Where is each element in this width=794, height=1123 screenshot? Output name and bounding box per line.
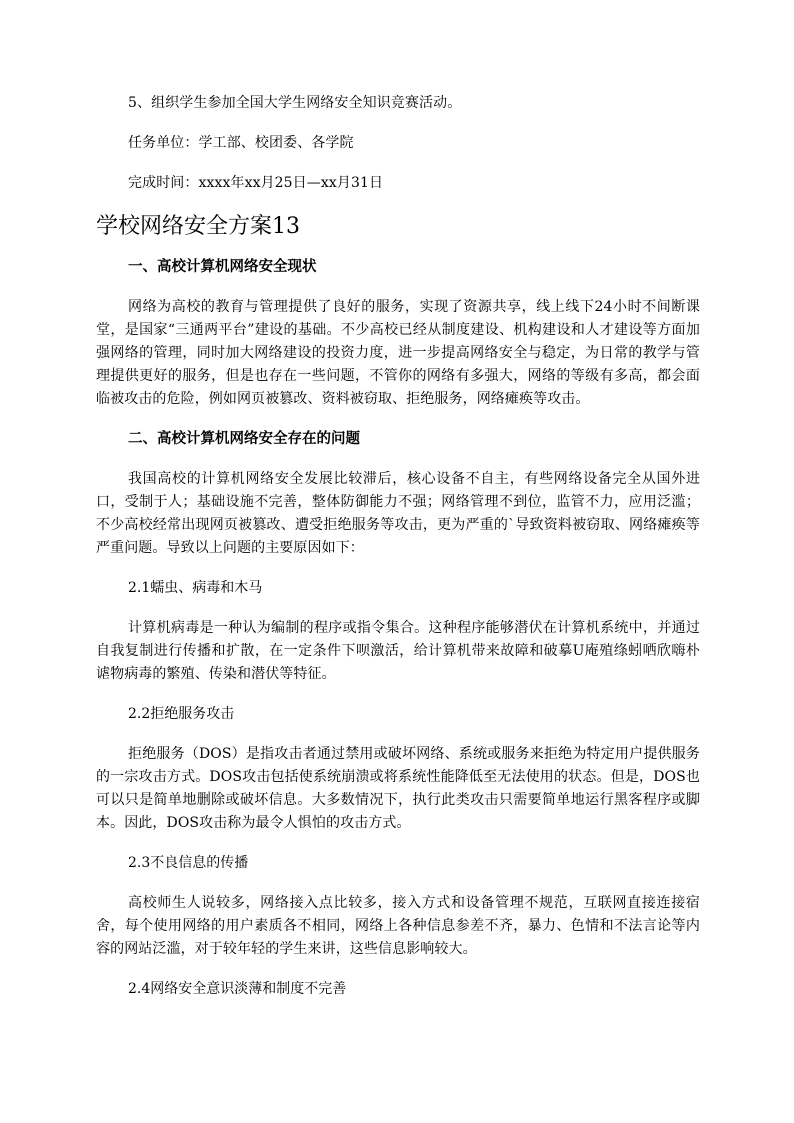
section-2-1-body: 计算机病毒是一种认为编制的程序或指令集合。这种程序能够潜伏在计算机系统中，并通过自我复制进行传播和扩散，在一定条件下呗激活，给计算机带来故障和破摹U庵殖绦蚓哂欣嗨朴谑物病毒的繁殖、传染和潜伏等特征。 xyxy=(96,620,700,682)
section-2-2-heading: 2.2拒绝服务攻击 xyxy=(128,706,235,722)
section-2-4-heading: 2.4网络安全意识淡薄和制度不完善 xyxy=(128,981,347,997)
section-2-3-body: 高校师生人说较多，网络接入点比较多，接入方式和设备管理不规范，互联网直接连接宿舍，每个使用网络的用户素质各不相同，网络上各种信息参差不齐，暴力、色情和不法言论等内容的网站泛滥，对于较年轻的学生来讲，这些信息影响较大。 xyxy=(96,895,700,957)
document-title: 学校网络安全方案13 xyxy=(96,214,300,239)
section-1-body: 网络为高校的教育与管理提供了良好的服务，实现了资源共享，线上线下24小时不间断课堂，是国家“三通两平台”建设的基础。不少高校已经从制度建设、机构建设和人才建设等方面加强网络的管理，同时加大网络建设的投资力度，进一步提高网络安全与稳定，为日常的教学与管理提供更好的服务，但是也存在一些问题，不管你的网络有多强大，网络的等级有多高，都会面临被攻击的危险，例如网页被篡改、资料被窃取、拒绝服务，网络瘫痪等攻击。 xyxy=(96,299,700,407)
section-2-3-heading: 2.3不良信息的传播 xyxy=(128,855,249,871)
section-2-body: 我国高校的计算机网络安全发展比较滞后，核心设备不自主，有些网络设备完全从国外进口，受制于人；基础设施不完善，整体防御能力不强；网络管理不到位，监管不力，应用泛滥；不少高校经常出现网页被篡改、遭受拒绝服务等攻击，更为严重的`导致资料被窃取、网络瘫痪等严重问题。导致以上问题的主要原因如下： xyxy=(96,471,700,556)
complete-time-text: 完成时间：xxxx年xx月25日—xx月31日 xyxy=(128,175,384,191)
section-2-2-body: 拒绝服务（DOS）是指攻击者通过禁用或破坏网络、系统或服务来拒绝为特定用户提供服务的一宗攻击方式。DOS攻击包括使系统崩溃或将系统性能降低至无法使用的状态。但是，DOS也可以只是简单地删除或破坏信息。大多数情况下，执行此类攻击只需要简单地运行黑客程序或脚本。因此，DOS攻击称为最令人惧怕的攻击方式。 xyxy=(96,746,700,831)
item-5-text: 5、组织学生参加全国大学生网络安全知识竞赛活动。 xyxy=(128,95,462,111)
section-2-heading: 二、高校计算机网络安全存在的问题 xyxy=(128,431,360,447)
section-2-1-heading: 2.1蠕虫、病毒和木马 xyxy=(128,580,263,596)
document-page xyxy=(96,92,700,1018)
task-unit-text: 任务单位：学工部、校团委、各学院 xyxy=(128,135,354,151)
section-1-heading: 一、高校计算机网络安全现状 xyxy=(128,259,317,275)
